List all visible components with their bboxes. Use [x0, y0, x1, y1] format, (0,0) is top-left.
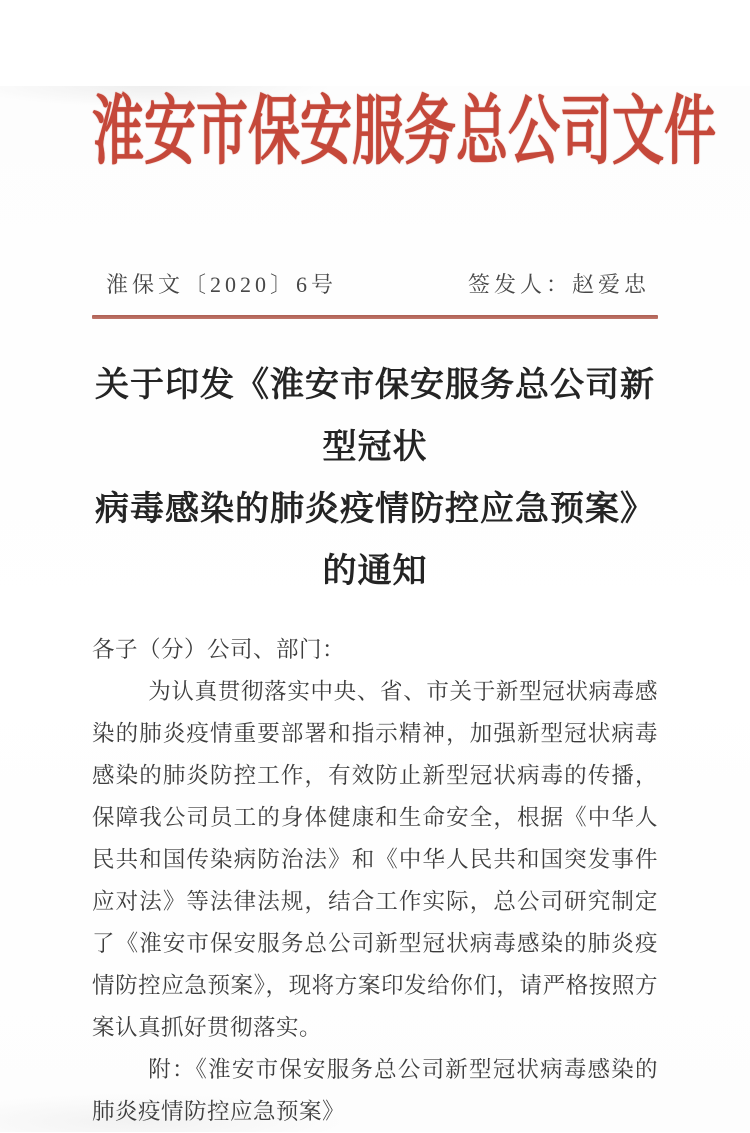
- document-content: [0, 86, 750, 1133]
- issuer: 签发人：赵爱忠: [467, 272, 650, 297]
- salutation: 各子（分）公司、部门：: [92, 637, 346, 662]
- document-title-line1: 关于印发《淮安市保安服务总公司新型冠状: [95, 367, 655, 466]
- document-body: [92, 629, 658, 1133]
- scanned-official-document: [0, 86, 750, 1132]
- document-number: 淮保文〔2020〕6号: [106, 272, 338, 297]
- document-title: [92, 355, 658, 603]
- organization-title: 淮安市保安服务总公司文件: [92, 91, 717, 175]
- red-separator-rule: [92, 315, 658, 319]
- attachment-note: 附：《淮安市保安服务总公司新型冠状病毒感染的肺炎疫情防控应急预案》: [92, 1057, 658, 1124]
- red-masthead: [92, 86, 717, 182]
- body-paragraph: 为认真贯彻落实中央、省、市关于新型冠状病毒感染的肺炎疫情重要部署和指示精神，加强新型冠状病毒感染的肺炎防控工作，有效防止新型冠状病毒的传播，保障我公司员工的身体健康和生命安全，根据《中华人民共和国传染病防治法》和《中华人民共和国突发事件应对法》等法律法规，结合工作实际，总公司研究制定了《淮安市保安服务总公司新型冠状病毒感染的肺炎疫情防控应急预案》，现将方案印发给你们，请严格按照方案认真抓好贯彻落实。: [92, 679, 658, 1040]
- document-title-line2: 病毒感染的肺炎疫情防控应急预案》的通知: [95, 491, 655, 590]
- document-meta-row: [92, 270, 658, 300]
